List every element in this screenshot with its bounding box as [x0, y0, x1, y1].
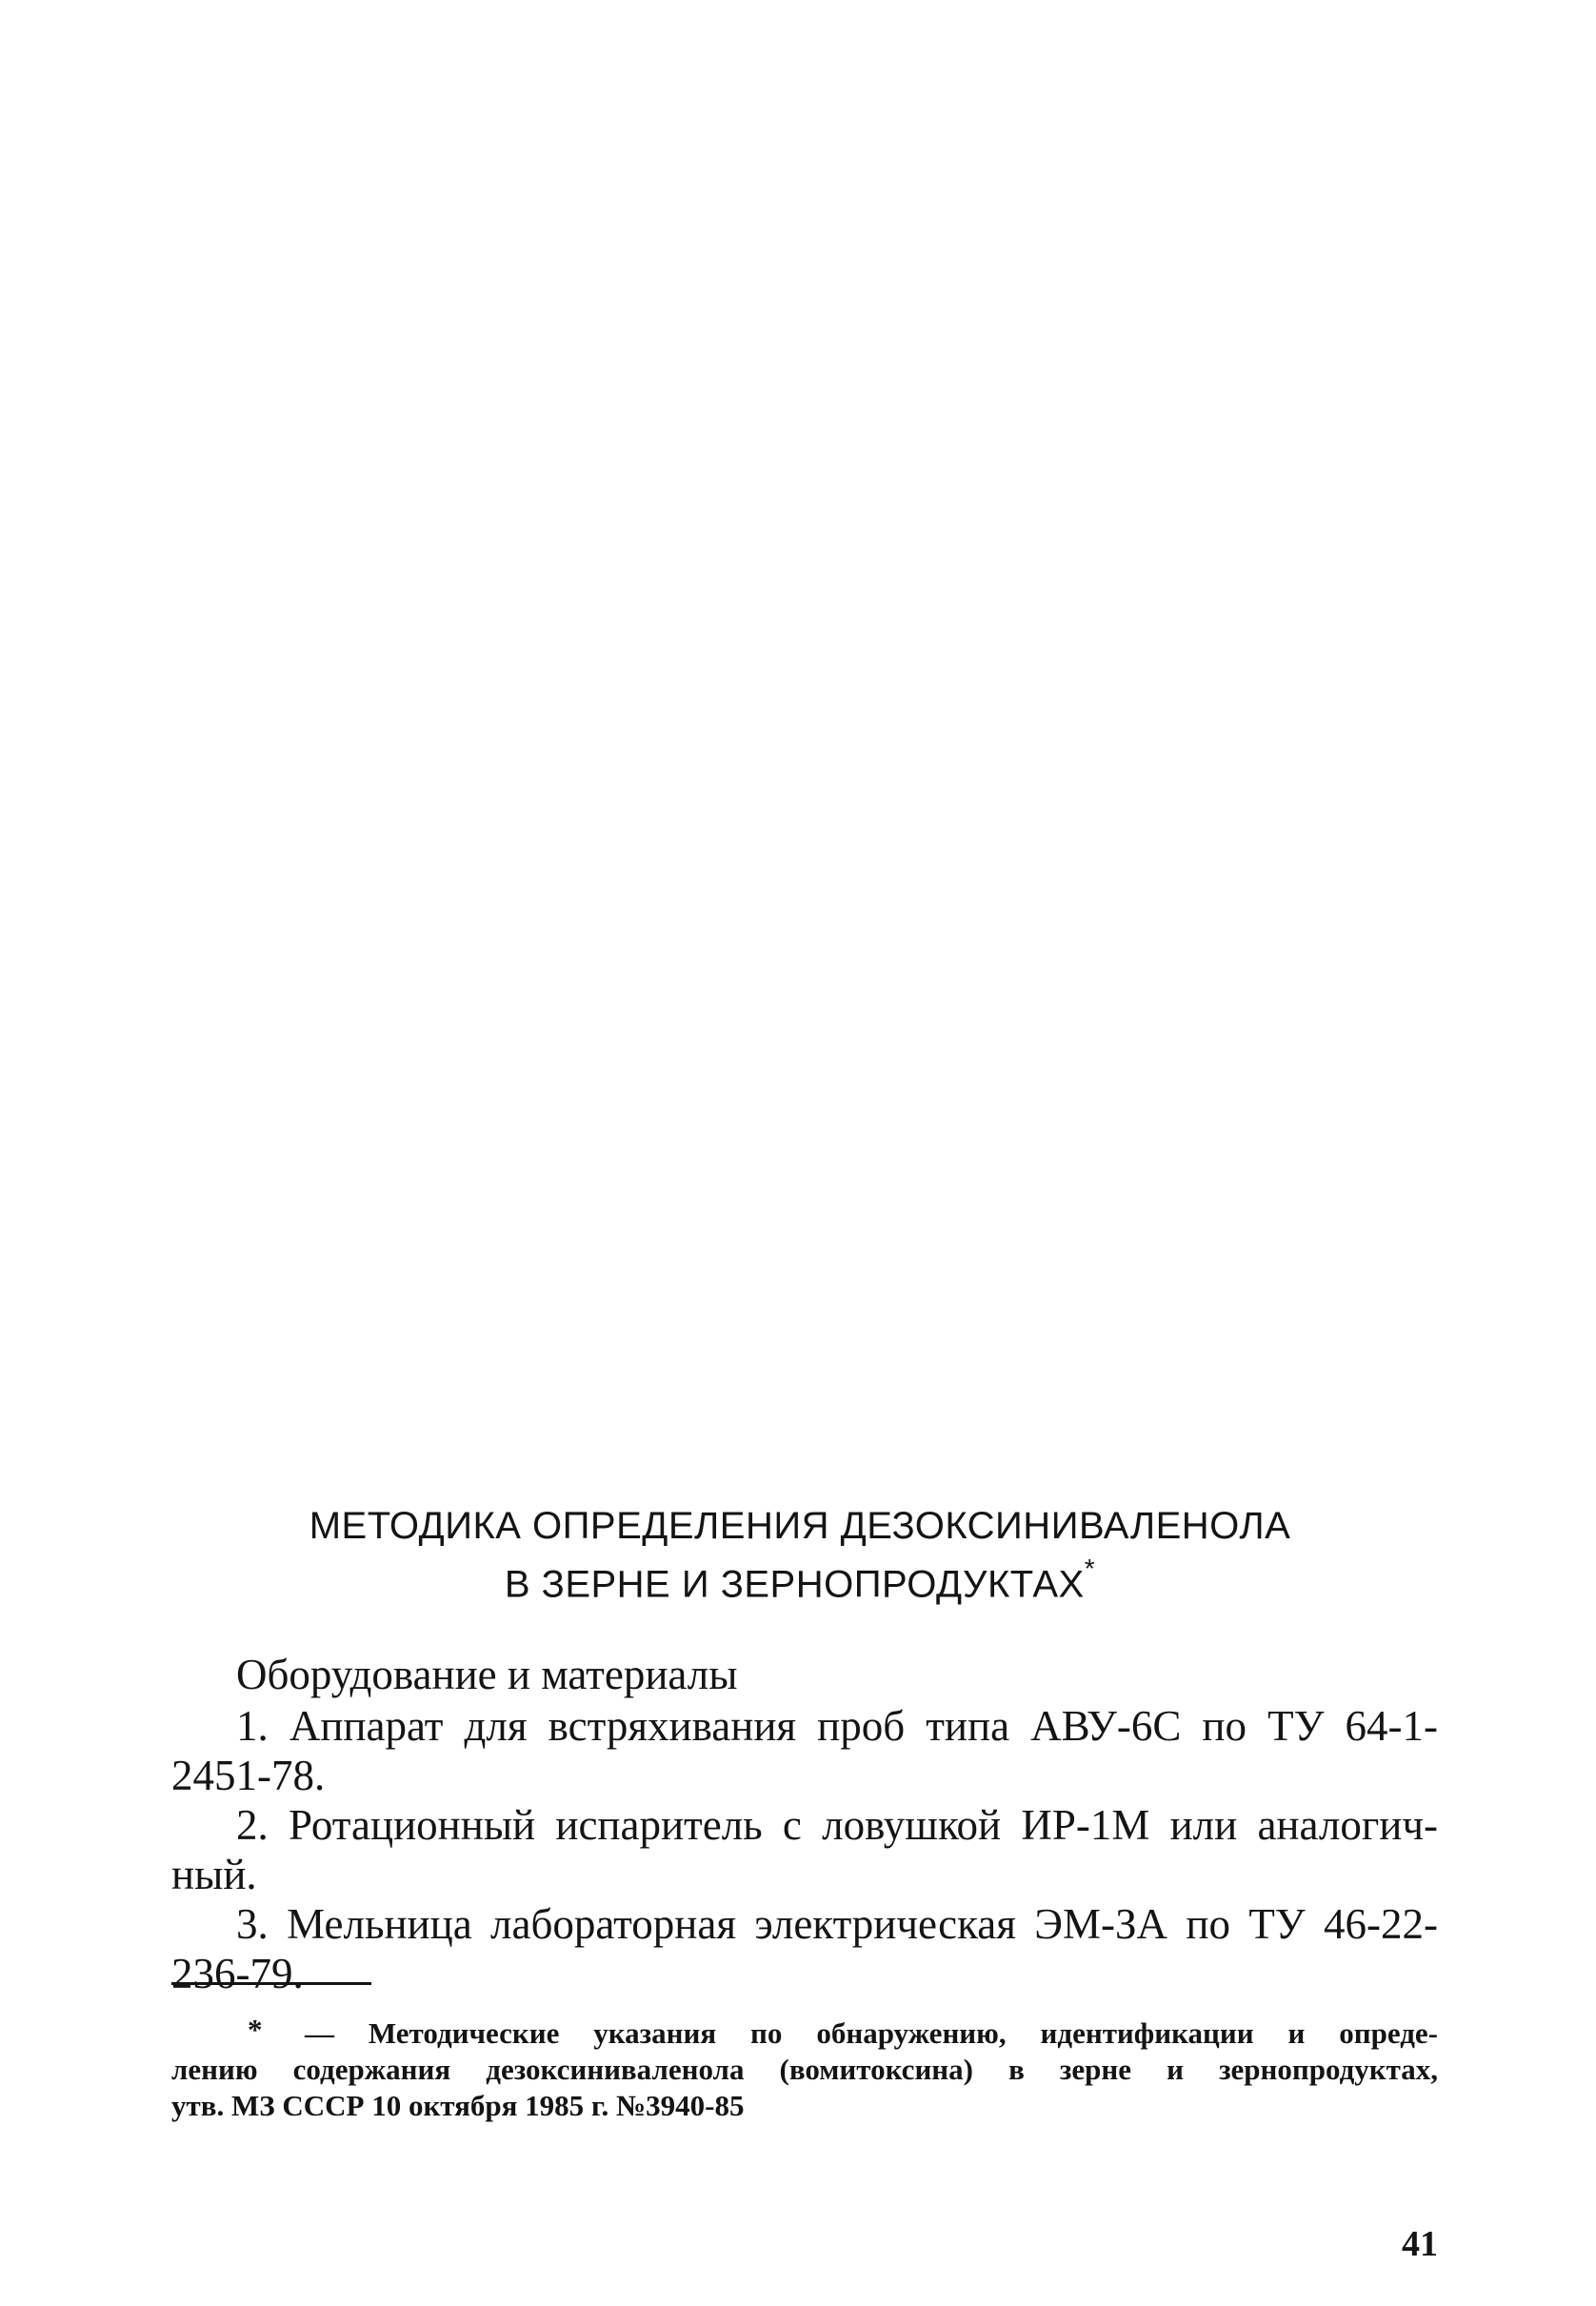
section-heading: Оборудование и материалы [236, 1651, 738, 1698]
document-title-line-1: МЕТОДИКА ОПРЕДЕЛЕНИЯ ДЕЗОКСИНИВАЛЕНОЛА [309, 1505, 1291, 1547]
list-item-1-line-2: 2451-78. [171, 1752, 326, 1799]
document-title-line-2 [162, 1552, 1438, 1607]
title-text: В ЗЕРНЕ И ЗЕРНОПРОДУКТАХ [504, 1563, 1085, 1606]
footnote-divider [171, 1982, 371, 1985]
list-item-2-line-1: 2. Ротационный испаритель с ловушкой ИР-1М или аналогич- [236, 1801, 1438, 1849]
footnote-line-2: лению содержания дезоксиниваленола (вомитоксина) в зерне и зернопродуктах, [171, 2053, 1438, 2086]
page-number: 41 [1402, 2224, 1438, 2264]
title-footnote-mark: * [1084, 1554, 1096, 1583]
list-item-3-line-2: 236-79. [171, 1950, 304, 1997]
footnote-line-3: утв. МЗ СССР 10 октября 1985 г. №3940-85 [171, 2089, 745, 2122]
list-item-3-line-1: 3. Мельница лабораторная электрическая ЭМ-ЗА по ТУ 46-22- [236, 1900, 1438, 1948]
list-item-1-line-1: 1. Аппарат для встряхивания проб типа АВУ-6С по ТУ 64-1- [236, 1702, 1438, 1750]
footnote-line-1: — Методические указания по обнаружению, идентификации и опреде- [305, 2016, 1438, 2050]
list-item-2-line-2: ный. [171, 1851, 257, 1898]
footnote-mark: * [248, 2013, 263, 2046]
